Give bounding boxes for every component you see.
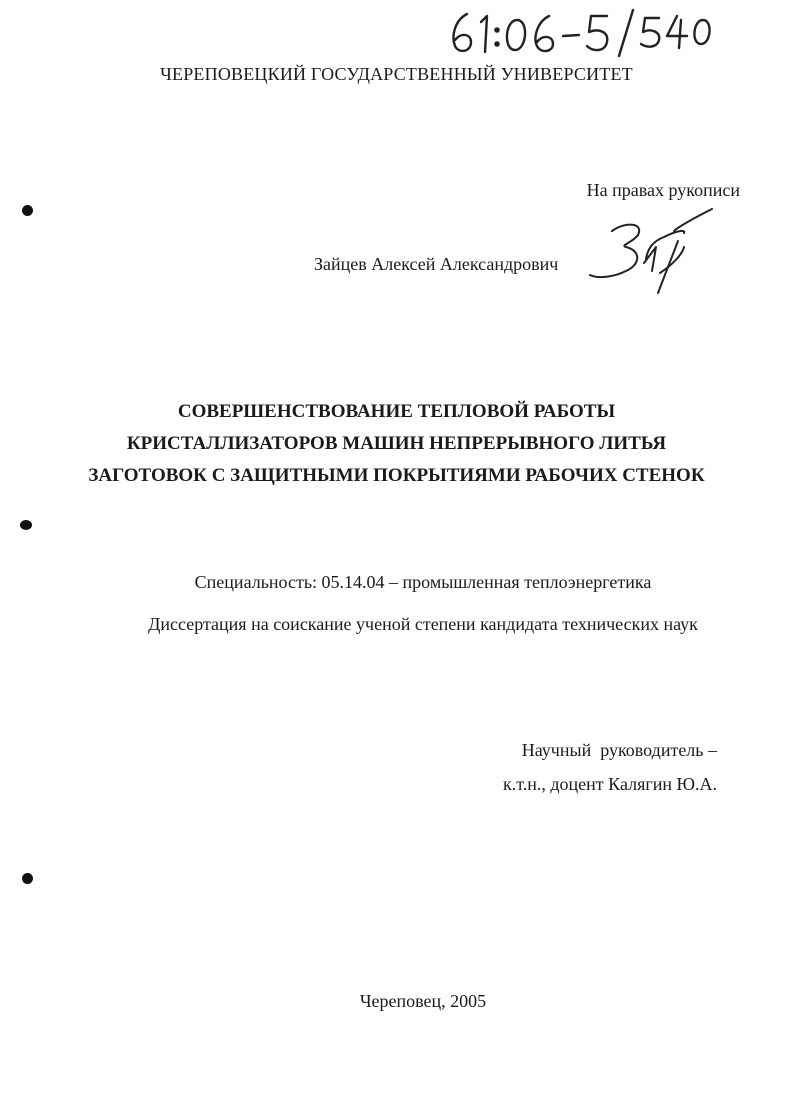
- punch-hole: [22, 873, 33, 884]
- handwritten-archive-code: [445, 6, 715, 58]
- supervisor-label: Научный руководитель –: [521, 740, 717, 760]
- manuscript-rights-note: На правах рукописи: [586, 180, 740, 200]
- supervisor-name: к.т.н., доцент Калягин Ю.А.: [503, 774, 717, 794]
- dissertation-title: [40, 396, 753, 492]
- degree-line: Диссертация на соискание ученой степени кандидата технических наук: [148, 614, 698, 634]
- institution-name: ЧЕРЕПОВЕЦКИЙ ГОСУДАРСТВЕННЫЙ УНИВЕРСИТЕТ: [160, 64, 633, 84]
- specialty-line: Специальность: 05.14.04 – промышленная теплоэнергетика: [194, 572, 652, 592]
- author-signature: [586, 203, 736, 295]
- title-line: ЗАГОТОВОК С ЗАЩИТНЫМИ ПОКРЫТИЯМИ РАБОЧИХ СТЕНОК: [88, 465, 705, 486]
- title-line: КРИСТАЛЛИЗАТОРОВ МАШИН НЕПРЕРЫВНОГО ЛИТЬЯ: [126, 433, 667, 454]
- scientific-supervisor: [503, 733, 717, 801]
- city-and-year: Череповец, 2005: [359, 991, 487, 1011]
- title-line: СОВЕРШЕНСТВОВАНИЕ ТЕПЛОВОЙ РАБОТЫ: [177, 401, 616, 422]
- author-name: Зайцев Алексей Александрович: [314, 254, 559, 274]
- punch-hole: [20, 520, 32, 530]
- punch-hole: [22, 205, 33, 216]
